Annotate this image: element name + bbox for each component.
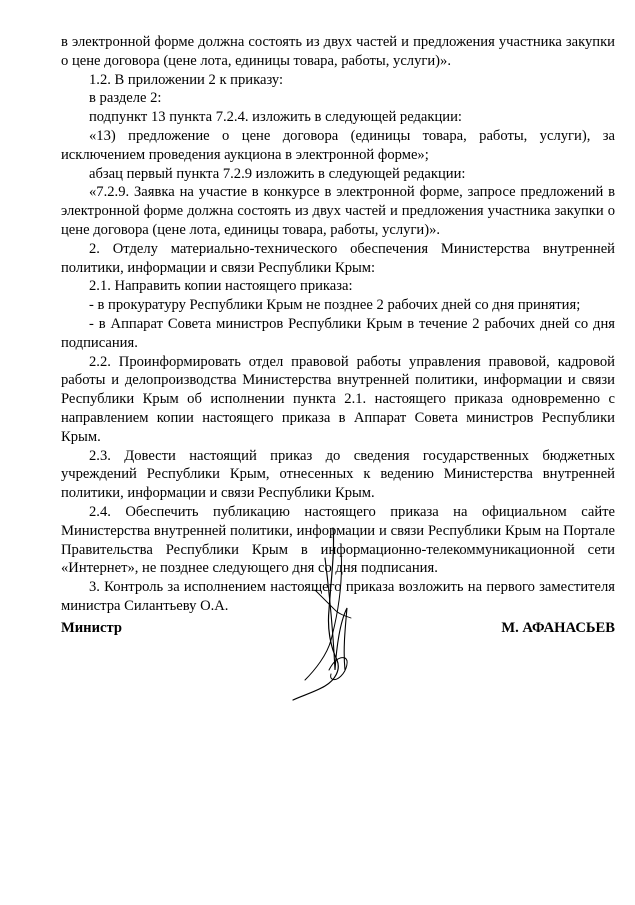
paragraph-7: 2. Отделу материально-технического обеспечения Министерства внутренней политики, информации и связи Республики Крым: <box>61 240 615 276</box>
paragraph-14: 3. Контроль за исполнением настоящего приказа возложить на первого заместителя министра Силантьеву О.А. <box>61 579 615 614</box>
paragraph-8: 2.1. Направить копии настоящего приказа: <box>89 278 353 295</box>
paragraph-9: - в прокуратуру Республики Крым не позднее 2 рабочих дней со дня принятия; <box>89 297 581 314</box>
paragraph-6: «7.2.9. Заявка на участие в конкурсе в электронной форме, запросе предложений в электронной форме должна состоять из двух частей и предложения участника закупки о цене договора (цене лота, единицы товара, работы, услуги)». <box>61 184 615 238</box>
paragraph-5: абзац первый пункта 7.2.9 изложить в следующей редакции: <box>89 165 466 182</box>
handwritten-signature <box>285 520 395 710</box>
paragraph-4: «13) предложение о цене договора (единицы товара, работы, услуги), за исключением проведения аукциона в электронной форме»; <box>61 127 615 163</box>
paragraph-12: 2.3. Довести настоящий приказ до сведения государственных бюджетных учреждений Республики Крым, отнесенных к ведению Министерства внутренней политики, информации и связи Республики Крым. <box>61 447 615 502</box>
paragraph-10: - в Аппарат Совета министров Республики Крым в течение 2 рабочих дней со дня подписания. <box>61 315 615 351</box>
paragraph-13: 2.4. Обеспечить публикацию настоящего приказа на официальном сайте Министерства внутренней политики, информации и связи Республики Крым на Портале Правительства Республики Крым в информационно-телекоммуникационной сети «Интернет», не позднее следующего дня со дня подписания. <box>61 503 615 577</box>
paragraph-2: в разделе 2: <box>89 90 162 107</box>
paragraph-1: 1.2. В приложении 2 к приказу: <box>89 71 284 88</box>
paragraph-0: в электронной форме должна состоять из двух частей и предложения участника закупки о цене договора (цене лота, единицы товара, работы, услуги)». <box>61 34 615 69</box>
paragraph-11: 2.2. Проинформировать отдел правовой работы управления правовой, кадровой работы и делопроизводства Министерства внутренней политики, информации и связи Республики Крым об исполнении пункта 2.1. настоящего приказа одновременно с направлением копии настоящего приказа в Аппарат Совета министров Республики Крым. <box>61 353 615 445</box>
signature-block <box>61 620 615 642</box>
signatory-name: М. АФАНАСЬЕВ <box>501 620 615 636</box>
signatory-title: Министр <box>61 620 122 636</box>
paragraph-3: подпункт 13 пункта 7.2.4. изложить в следующей редакции: <box>89 109 462 126</box>
